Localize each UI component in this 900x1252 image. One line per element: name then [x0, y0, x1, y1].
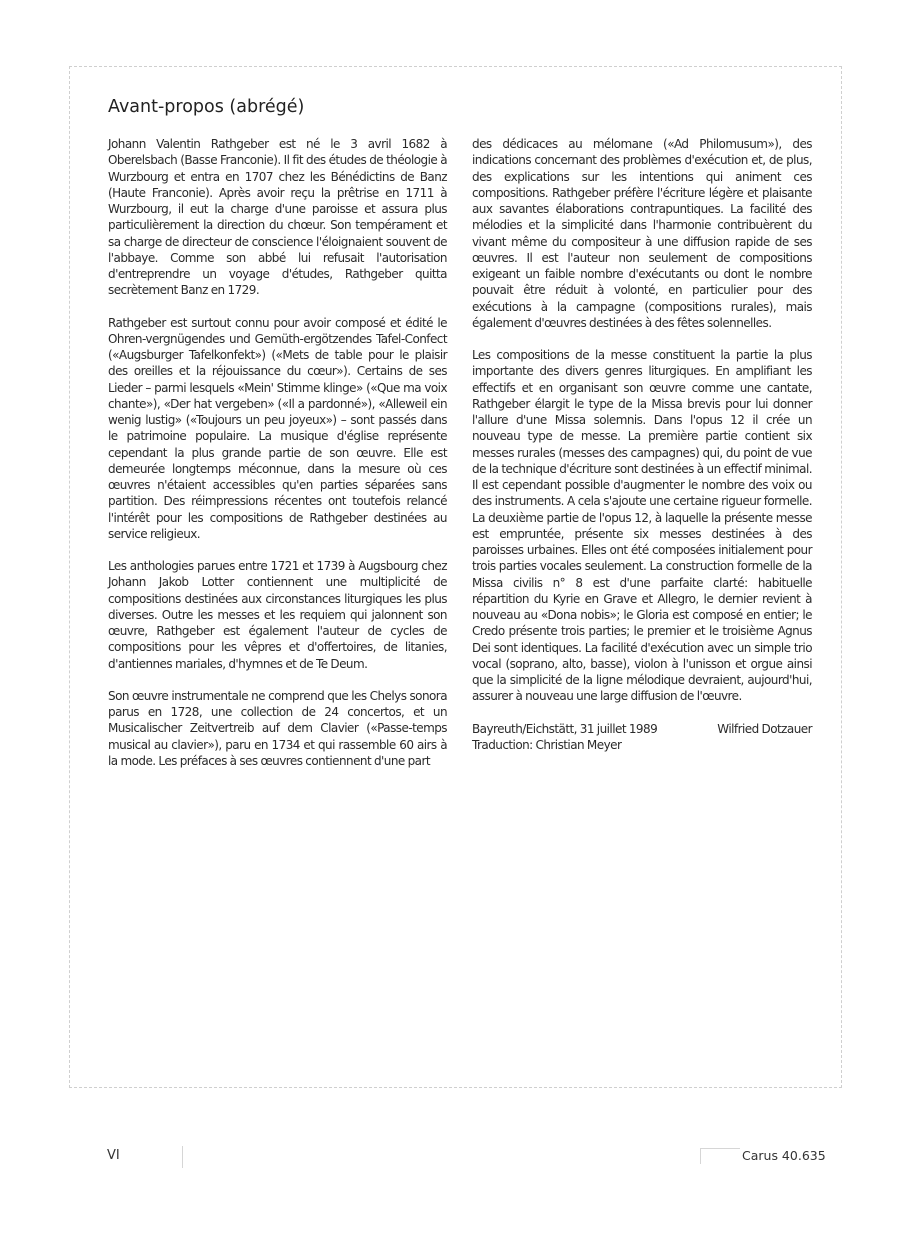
- left-column: [108, 136, 447, 785]
- paragraph-biography: Johann Valentin Rathgeber est né le 3 avril 1682 à Oberelsbach (Basse Franconie). Il fit des études de théologie à Wurzbourg et entra en 1707 chez les Bénédictins de Banz (Haute Franconie). Après avoir reçu la prêtrise en 1711 à Wurzbourg, il eut la charge d'une paroisse et assura plus particulièrement la direction du chœur. Son tempérament et sa charge de directeur de conscience l'éloignaient souvent de l'abbaye. Comme son abbé lui refusait l'autorisation d'entreprendre un voyage d'études, Rathgeber quitta secrètement Banz en 1729.: [108, 137, 447, 298]
- paragraph-instrumental: Son œuvre instrumentale ne comprend que les Chelys sonora parus en 1728, une collection de 24 concertos, et un Musicalischer Zeitvertreib auf dem Clavier («Passe-temps musical au clavier»), paru en 1734 et qui rassemble 60 airs à la mode. Les préfaces à ses œuvres contiennent d'une part: [108, 688, 447, 768]
- signature-block: [472, 721, 812, 754]
- paragraph-dedications: des dédicaces au mélomane («Ad Philomusum»), des indications concernant des problèmes d'exécution et, de plus, des explications sur les intentions qui animent ces compositions. Rathgeber préfère l'écriture légère et plaisante aux savantes élaborations contrapuntiques. La facilité des mélodies et la simplicité dans l'harmonie contribuèrent du vivant même du compositeur à une diffusion rapide de ses œuvres. Il est l'auteur non seulement de compositions exigeant un faible nombre d'exécutants ou dont le nombre pouvait être réduit à volonté, en particulier pour des exécutions à la campagne (compositions rurales), mais également d'œuvres destinées à des fêtes solennelles.: [472, 137, 812, 330]
- paragraph-tafelkonfekt: Rathgeber est surtout connu pour avoir composé et édité le Ohren-vergnügendes und Gemüth-ergötzendes Tafel-Confect («Augsburger Tafelkonfekt») («Mets de table pour le plaisir des oreilles et la réjouissance du cœur»). Certains de ses Lieder – parmi lesquels «Mein' Stimme klinge» («Que ma voix chante»), «Der hat vergeben» («Il a pardonné»), «Alleweil ein wenig lustig» («Toujours un peu joyeux») – sont passés dans le patrimoine populaire. La musique d'église représente cependant la plus grande partie de son œuvre. Elle est demeurée longtemps méconnue, dans la mesure où ces œuvres n'étaient accessibles qu'en parties séparées sans partition. Des réimpressions récentes ont toutefois relancé l'intérêt pour les compositions de Rathgeber destinées au service religieux.: [108, 315, 447, 541]
- translation-credit: Traduction: Christian Meyer: [472, 737, 622, 752]
- signature-place-date: Bayreuth/Eichstätt, 31 juillet 1989: [472, 721, 658, 736]
- signature-line: [472, 721, 812, 737]
- page-number: VI: [107, 1148, 120, 1163]
- footer-tick-right-top: [700, 1148, 740, 1149]
- signature-author: Wilfried Dotzauer: [717, 721, 812, 736]
- paragraph-masses: Les compositions de la messe constituent la partie la plus importante des divers genres liturgiques. En amplifiant les effectifs et en organisant son œuvre comme une cantate, Rathgeber élargit le type de la Missa brevis pour lui donner l'allure d'une Missa solemnis. Dans l'opus 12 il crée un nouveau type de messe. La première partie contient six messes rurales (messes des campagnes) qui, du point de vue de la technique d'écriture sont destinées à un effectif minimal. Il est cependant possible d'augmenter le nombre des voix ou des instruments. A cela s'ajoute une certaine rigueur formelle. La deuxième partie de l'opus 12, à laquelle la présente messe est empruntée, présente six messes destinées à des paroisses urbaines. Elles ont été composées initialement pour trois parties vocales seulement. La construction formelle de la Missa civilis n° 8 est d'une parfaite clarté: habituelle répartition du Kyrie en Grave et Allegro, le dernier revient à nouveau au «Dona nobis»; le Gloria est composé en entier; le Credo présente trois parties; le premier et le troisième Agnus Dei sont identiques. La facilité d'exécution avec un simple trio vocal (soprano, alto, basse), violon à l'unisson et orgue ainsi que la simplicité de la ligne mélodique devraient, aujourd'hui, assurer à nouveau une large diffusion de l'œuvre.: [472, 348, 812, 704]
- publisher-code: Carus 40.635: [742, 1148, 826, 1163]
- footer-tick-left: [182, 1146, 183, 1168]
- page-heading: Avant-propos (abrégé): [108, 97, 305, 117]
- paragraph-anthologies: Les anthologies parues entre 1721 et 1739 à Augsbourg chez Johann Jakob Lotter contiennent une multiplicité de compositions destinées aux circonstances liturgiques les plus diverses. Outre les messes et les requiem qui jalonnent son œuvre, Rathgeber est également l'auteur de cycles de compositions pour les vêpres et d'offertoires, de litanies, d'antiennes mariales, d'hymnes et de Te Deum.: [108, 559, 447, 671]
- right-column: [472, 136, 812, 753]
- footer-tick-right: [700, 1148, 701, 1164]
